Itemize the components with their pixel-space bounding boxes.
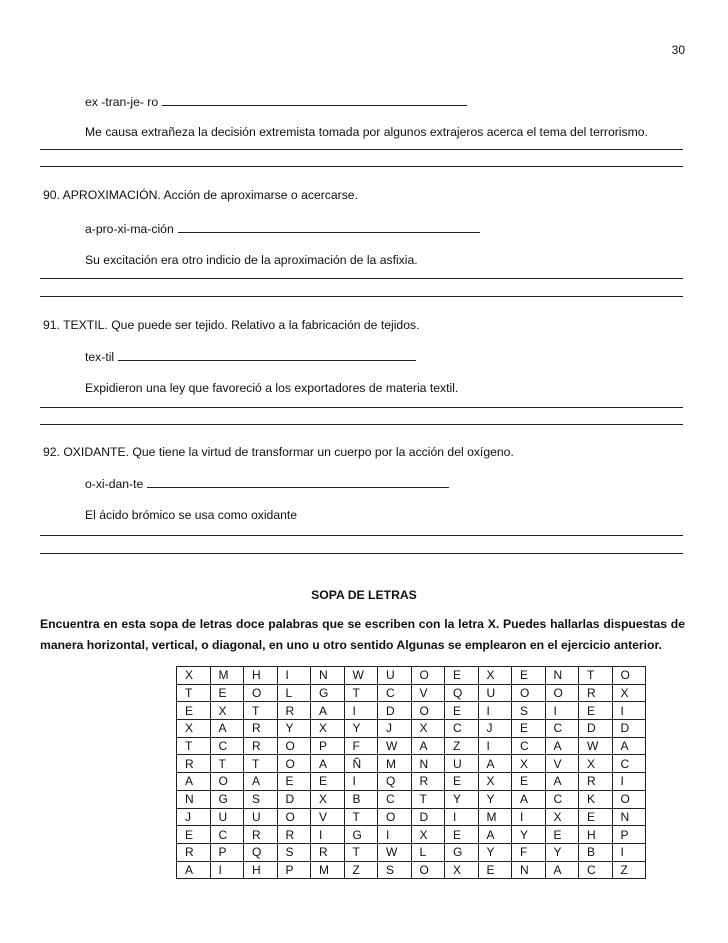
grid-letter[interactable]: A xyxy=(244,773,278,791)
grid-letter[interactable]: I xyxy=(545,702,579,720)
grid-letter[interactable]: X xyxy=(311,720,345,738)
grid-letter[interactable]: X xyxy=(411,720,445,738)
grid-letter[interactable]: T xyxy=(244,702,278,720)
grid-letter[interactable]: O xyxy=(411,667,445,685)
grid-letter[interactable]: V xyxy=(311,808,345,826)
grid-letter[interactable]: M xyxy=(478,808,512,826)
page-number: 30 xyxy=(671,43,685,57)
grid-row xyxy=(177,826,646,844)
grid-letter[interactable]: R xyxy=(244,720,278,738)
word-search-grid xyxy=(176,666,646,879)
grid-letter[interactable]: T xyxy=(411,790,445,808)
grid-letter[interactable]: C xyxy=(378,684,412,702)
grid-letter[interactable]: P xyxy=(277,861,311,879)
grid-letter[interactable]: E xyxy=(210,684,244,702)
grid-letter[interactable]: Y xyxy=(478,843,512,861)
grid-letter[interactable]: U xyxy=(445,755,479,773)
grid-letter[interactable]: R xyxy=(411,773,445,791)
grid-letter[interactable]: C xyxy=(545,720,579,738)
grid-letter[interactable]: N xyxy=(512,861,546,879)
grid-letter[interactable]: D xyxy=(579,720,613,738)
grid-letter[interactable]: E xyxy=(277,773,311,791)
grid-letter[interactable]: G xyxy=(210,790,244,808)
grid-letter[interactable]: B xyxy=(579,843,613,861)
grid-letter[interactable]: R xyxy=(277,702,311,720)
grid-letter[interactable]: C xyxy=(579,861,613,879)
grid-row xyxy=(177,702,646,720)
grid-letter[interactable]: O xyxy=(512,684,546,702)
grid-letter[interactable]: U xyxy=(478,684,512,702)
grid-letter[interactable]: P xyxy=(612,826,646,844)
grid-letter[interactable]: X xyxy=(411,826,445,844)
grid-letter[interactable]: R xyxy=(244,826,278,844)
grid-letter[interactable]: M xyxy=(378,755,412,773)
grid-letter[interactable]: X xyxy=(545,808,579,826)
grid-letter[interactable]: N xyxy=(545,667,579,685)
grid-letter[interactable]: I xyxy=(210,861,244,879)
grid-letter[interactable]: Q xyxy=(378,773,412,791)
answer-blank[interactable] xyxy=(162,96,467,106)
grid-letter[interactable]: J xyxy=(378,720,412,738)
puzzle-instructions: Encuentra en esta sopa de letras doce palabras que se escriben con la letra X. Puedes hallarlas dispuestas de manera horizontal, vertical, o diagonal, en uno u otro sentido Algunas se emplearon en el ejercicio anterior. xyxy=(40,617,685,652)
grid-letter[interactable]: T xyxy=(344,684,378,702)
grid-letter[interactable]: A xyxy=(478,826,512,844)
grid-letter[interactable]: M xyxy=(210,667,244,685)
writing-line[interactable] xyxy=(40,553,683,554)
grid-letter[interactable]: R xyxy=(311,843,345,861)
grid-letter[interactable]: O xyxy=(411,702,445,720)
example-sentence: Expidieron una ley que favoreció a los exportadores de materia textil. xyxy=(85,381,459,395)
grid-letter[interactable]: E xyxy=(445,826,479,844)
puzzle-heading: SOPA DE LETRAS xyxy=(311,588,417,602)
grid-letter[interactable]: I xyxy=(445,808,479,826)
grid-letter[interactable]: A xyxy=(177,773,211,791)
writing-line[interactable] xyxy=(40,424,683,425)
grid-letter[interactable]: E xyxy=(579,702,613,720)
entry-title: 91. TEXTIL. Que puede ser tejido. Relativo a la fabricación de tejidos. xyxy=(43,318,420,332)
grid-letter[interactable]: D xyxy=(378,702,412,720)
grid-row xyxy=(177,843,646,861)
grid-letter[interactable]: H xyxy=(244,667,278,685)
grid-row xyxy=(177,667,646,685)
grid-letter[interactable]: A xyxy=(512,790,546,808)
grid-letter[interactable]: U xyxy=(244,808,278,826)
grid-letter[interactable]: G xyxy=(311,684,345,702)
grid-letter[interactable]: A xyxy=(311,755,345,773)
grid-letter[interactable]: E xyxy=(445,702,479,720)
grid-row xyxy=(177,720,646,738)
writing-line[interactable] xyxy=(40,166,683,167)
grid-letter[interactable]: X xyxy=(478,773,512,791)
grid-letter[interactable]: X xyxy=(612,684,646,702)
grid-row xyxy=(177,790,646,808)
grid-row xyxy=(177,755,646,773)
grid-letter[interactable]: W xyxy=(579,737,613,755)
grid-letter[interactable]: W xyxy=(378,843,412,861)
grid-letter[interactable]: E xyxy=(512,720,546,738)
grid-letter[interactable]: T xyxy=(344,808,378,826)
syllables-text: a-pro-xi-ma-ción xyxy=(85,222,174,236)
grid-letter[interactable]: Ñ xyxy=(344,755,378,773)
grid-letter[interactable]: I xyxy=(512,808,546,826)
grid-letter[interactable]: J xyxy=(177,808,211,826)
grid-letter[interactable]: O xyxy=(277,737,311,755)
grid-letter[interactable]: X xyxy=(512,755,546,773)
grid-letter[interactable]: Q xyxy=(445,684,479,702)
grid-letter[interactable]: T xyxy=(579,667,613,685)
grid-letter[interactable]: I xyxy=(478,737,512,755)
grid-letter[interactable]: N xyxy=(177,790,211,808)
grid-letter[interactable]: A xyxy=(311,702,345,720)
grid-row xyxy=(177,773,646,791)
grid-letter[interactable]: F xyxy=(344,737,378,755)
grid-letter[interactable]: S xyxy=(277,843,311,861)
grid-letter[interactable]: G xyxy=(445,843,479,861)
grid-letter[interactable]: I xyxy=(344,773,378,791)
grid-letter[interactable]: D xyxy=(277,790,311,808)
grid-letter[interactable]: K xyxy=(579,790,613,808)
example-sentence: Me causa extrañeza la decisión extremista tomada por algunos extrajeros acerca el tema del terrorismo. xyxy=(85,125,648,139)
grid-letter[interactable]: I xyxy=(612,773,646,791)
grid-row xyxy=(177,684,646,702)
answer-blank[interactable] xyxy=(118,351,416,361)
grid-letter[interactable]: I xyxy=(612,702,646,720)
grid-letter[interactable]: N xyxy=(311,667,345,685)
syllable-line xyxy=(85,222,480,236)
grid-letter[interactable]: X xyxy=(177,720,211,738)
grid-letter[interactable]: O xyxy=(244,684,278,702)
grid-letter[interactable]: C xyxy=(512,737,546,755)
grid-letter[interactable]: H xyxy=(244,861,278,879)
grid-letter[interactable]: T xyxy=(177,737,211,755)
grid-letter[interactable]: Y xyxy=(277,720,311,738)
grid-letter[interactable]: I xyxy=(378,826,412,844)
grid-letter[interactable]: O xyxy=(612,790,646,808)
example-sentence: Su excitación era otro indicio de la aproximación de la asfixia. xyxy=(85,253,418,267)
grid-letter[interactable]: V xyxy=(545,755,579,773)
grid-letter[interactable]: Y xyxy=(344,720,378,738)
grid-letter[interactable]: X xyxy=(478,667,512,685)
grid-letter[interactable]: B xyxy=(344,790,378,808)
grid-letter[interactable]: O xyxy=(612,667,646,685)
grid-letter[interactable]: X xyxy=(445,861,479,879)
grid-letter[interactable]: O xyxy=(277,808,311,826)
writing-line[interactable] xyxy=(40,296,683,297)
syllable-line xyxy=(85,477,449,491)
grid-letter[interactable]: R xyxy=(177,843,211,861)
grid-letter[interactable]: Y xyxy=(545,843,579,861)
grid-letter[interactable]: O xyxy=(378,808,412,826)
grid-letter[interactable]: M xyxy=(311,861,345,879)
grid-letter[interactable]: P xyxy=(311,737,345,755)
grid-letter[interactable]: X xyxy=(579,755,613,773)
grid-letter[interactable]: U xyxy=(210,808,244,826)
grid-letter[interactable]: I xyxy=(277,667,311,685)
grid-letter[interactable]: I xyxy=(344,702,378,720)
grid-letter[interactable]: E xyxy=(579,808,613,826)
grid-letter[interactable]: T xyxy=(344,843,378,861)
grid-letter[interactable]: E xyxy=(311,773,345,791)
grid-letter[interactable]: O xyxy=(210,773,244,791)
grid-letter[interactable]: L xyxy=(411,843,445,861)
grid-letter[interactable]: J xyxy=(478,720,512,738)
grid-letter[interactable]: E xyxy=(512,667,546,685)
entry-title: 90. APROXIMACIÓN. Acción de aproximarse o acercarse. xyxy=(43,188,358,202)
grid-letter[interactable]: R xyxy=(579,684,613,702)
grid-letter[interactable]: A xyxy=(177,861,211,879)
grid-letter[interactable]: A xyxy=(545,773,579,791)
grid-letter[interactable]: F xyxy=(512,843,546,861)
grid-letter[interactable]: Z xyxy=(612,861,646,879)
grid-letter[interactable]: Y xyxy=(445,790,479,808)
syllables-text: o-xi-dan-te xyxy=(85,477,144,491)
grid-letter[interactable]: A xyxy=(612,737,646,755)
grid-letter[interactable]: R xyxy=(177,755,211,773)
grid-letter[interactable]: O xyxy=(411,861,445,879)
grid-letter[interactable]: R xyxy=(277,826,311,844)
grid-letter[interactable]: E xyxy=(512,773,546,791)
grid-letter[interactable]: E xyxy=(478,861,512,879)
grid-letter[interactable]: L xyxy=(277,684,311,702)
grid-letter[interactable]: E xyxy=(177,702,211,720)
grid-letter[interactable]: R xyxy=(579,773,613,791)
grid-row xyxy=(177,861,646,879)
syllables-text: tex-til xyxy=(85,350,115,364)
grid-letter[interactable]: E xyxy=(177,826,211,844)
syllable-line xyxy=(85,95,467,109)
grid-letter[interactable]: T xyxy=(177,684,211,702)
syllables-text: ex -tran-je- ro xyxy=(85,95,159,109)
grid-letter[interactable]: S xyxy=(378,861,412,879)
example-sentence: El ácido brómico se usa como oxidante xyxy=(85,508,298,522)
grid-letter[interactable]: W xyxy=(378,737,412,755)
grid-letter[interactable]: S xyxy=(512,702,546,720)
grid-letter[interactable]: N xyxy=(612,808,646,826)
grid-letter[interactable]: P xyxy=(210,843,244,861)
grid-letter[interactable]: O xyxy=(545,684,579,702)
entry-title: 92. OXIDANTE. Que tiene la virtud de transformar un cuerpo por la acción del oxígeno. xyxy=(43,445,514,459)
grid-letter[interactable]: U xyxy=(378,667,412,685)
grid-letter[interactable]: A xyxy=(210,720,244,738)
grid-letter[interactable]: V xyxy=(411,684,445,702)
grid-letter[interactable]: Y xyxy=(512,826,546,844)
grid-letter[interactable]: X xyxy=(210,702,244,720)
grid-letter[interactable]: E xyxy=(545,826,579,844)
answer-blank[interactable] xyxy=(147,478,449,488)
writing-line[interactable] xyxy=(40,535,683,536)
grid-letter[interactable]: H xyxy=(579,826,613,844)
grid-letter[interactable]: T xyxy=(244,755,278,773)
grid-letter[interactable]: A xyxy=(411,737,445,755)
grid-letter[interactable]: G xyxy=(344,826,378,844)
grid-letter[interactable]: C xyxy=(612,755,646,773)
syllable-line xyxy=(85,350,416,364)
grid-letter[interactable]: C xyxy=(378,790,412,808)
writing-line[interactable] xyxy=(40,278,683,279)
grid-letter[interactable]: X xyxy=(311,790,345,808)
grid-letter[interactable]: E xyxy=(445,773,479,791)
grid-letter[interactable]: C xyxy=(210,737,244,755)
grid-letter[interactable]: E xyxy=(445,667,479,685)
grid-letter[interactable]: C xyxy=(445,720,479,738)
grid-letter[interactable]: Z xyxy=(344,861,378,879)
grid-letter[interactable]: Q xyxy=(244,843,278,861)
writing-line[interactable] xyxy=(40,149,683,150)
grid-letter[interactable]: X xyxy=(177,667,211,685)
grid-letter[interactable]: A xyxy=(545,861,579,879)
grid-letter[interactable]: I xyxy=(478,702,512,720)
grid-letter[interactable]: D xyxy=(411,808,445,826)
grid-row xyxy=(177,808,646,826)
grid-letter[interactable]: R xyxy=(244,737,278,755)
grid-letter[interactable]: O xyxy=(277,755,311,773)
grid-letter[interactable]: I xyxy=(612,843,646,861)
grid-letter[interactable]: Z xyxy=(445,737,479,755)
grid-letter[interactable]: I xyxy=(311,826,345,844)
grid-letter[interactable]: Y xyxy=(478,790,512,808)
grid-letter[interactable]: W xyxy=(344,667,378,685)
grid-letter[interactable]: T xyxy=(210,755,244,773)
grid-letter[interactable]: A xyxy=(545,737,579,755)
answer-blank[interactable] xyxy=(178,223,480,233)
grid-letter[interactable]: C xyxy=(210,826,244,844)
grid-row xyxy=(177,737,646,755)
grid-letter[interactable]: D xyxy=(612,720,646,738)
grid-letter[interactable]: N xyxy=(411,755,445,773)
grid-letter[interactable]: A xyxy=(478,755,512,773)
writing-line[interactable] xyxy=(40,407,683,408)
grid-letter[interactable]: S xyxy=(244,790,278,808)
grid-letter[interactable]: C xyxy=(545,790,579,808)
